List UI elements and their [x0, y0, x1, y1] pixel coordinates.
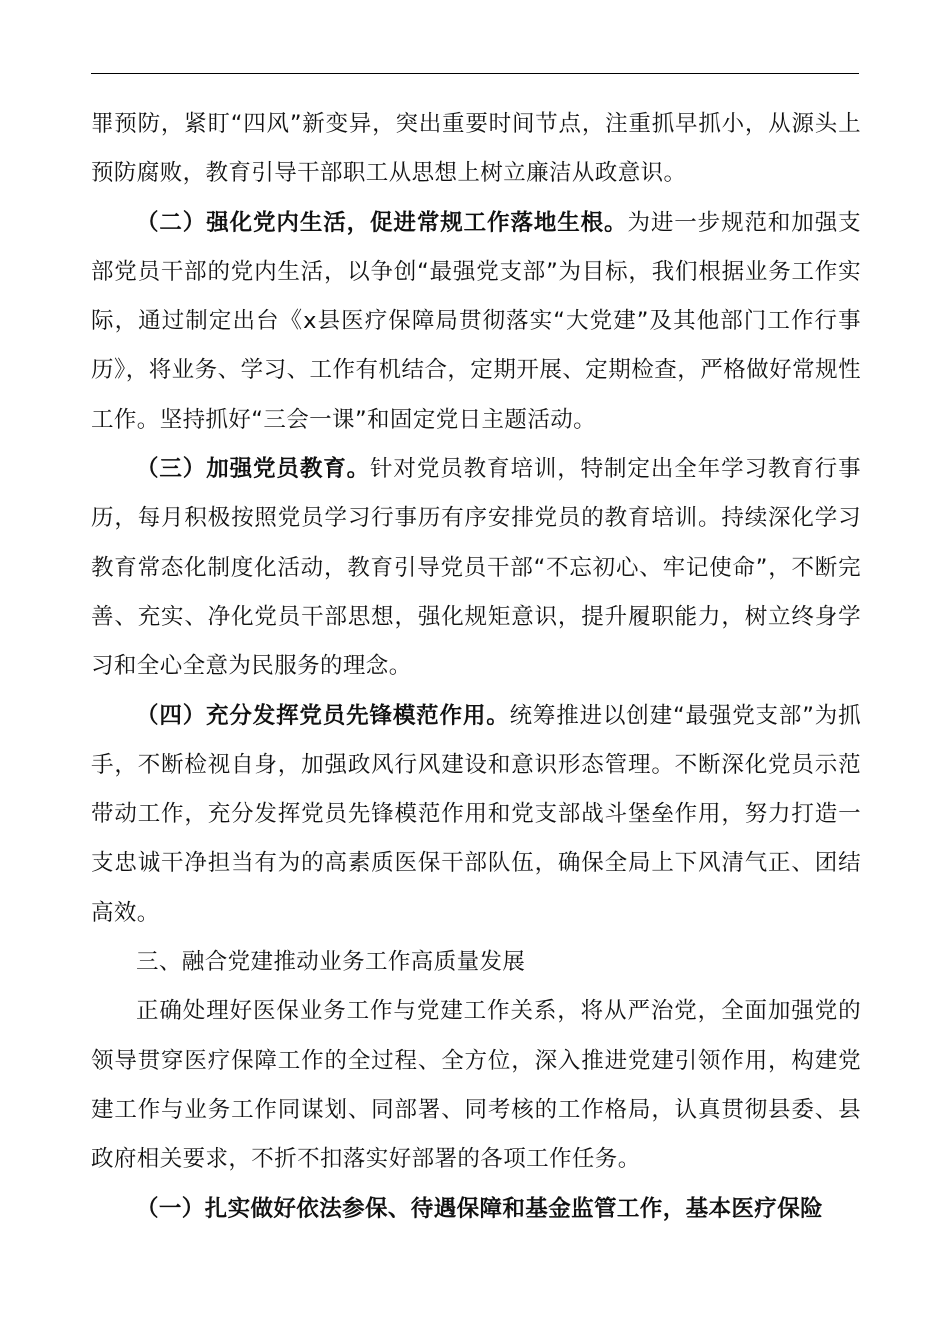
header-rule — [91, 73, 859, 74]
paragraph-1 — [91, 100, 861, 199]
section-title-text: 三、融合党建推动业务工作高质量发展 — [136, 949, 526, 976]
paragraph-2 — [91, 199, 861, 445]
paragraph-text: 统筹推进以创建“最强党支部”为抓手，不断检视自身，加强政风行风建设和意识形态管理。不断深化党员示范带动工作，充分发挥党员先锋模范作用和党支部战斗堡垒作用，努力打造一支忠诚干净担当有为的高素质医保干部队伍，确保全局上下风清气正、团结高效。 — [91, 702, 861, 926]
section-title — [91, 938, 861, 987]
section-heading: （二）强化党内生活，促进常规工作落地生根。 — [136, 209, 628, 236]
paragraph-text: 罪预防，紧盯“四风”新变异，突出重要时间节点，注重抓早抓小，从源头上预防腐败，教育引导干部职工从思想上树立廉洁从政意识。 — [91, 111, 861, 187]
section-heading: （一）扎实做好依法参保、待遇保障和基金监管工作，基本医疗保险 — [136, 1195, 824, 1222]
paragraph-6 — [91, 987, 861, 1184]
paragraph-3 — [91, 445, 861, 691]
section-heading: （三）加强党员教育。 — [136, 456, 371, 483]
paragraph-4 — [91, 692, 861, 938]
paragraph-text: 正确处理好医保业务工作与党建工作关系，将从严治党，全面加强党的领导贯穿医疗保障工作的全过程、全方位，深入推进党建引领作用，构建党建工作与业务工作同谋划、同部署、同考核的工作格局，认真贯彻县委、县政府相关要求，不折不扣落实好部署的各项工作任务。 — [91, 998, 861, 1173]
section-heading: （四）充分发挥党员先锋模范作用。 — [136, 702, 510, 729]
paragraph-text: 针对党员教育培训，特制定出全年学习教育行事历，每月积极按照党员学习行事历有序安排党员的教育培训。持续深化学习教育常态化制度化活动，教育引导党员干部“不忘初心、牢记使命”，不断完善、充实、净化党员干部思想，强化规矩意识，提升履职能力，树立终身学习和全心全意为民服务的理念。 — [91, 456, 861, 680]
paragraph-7 — [91, 1185, 861, 1234]
paragraph-text: 为进一步规范和加强支部党员干部的党内生活，以争创“最强党支部”为目标，我们根据业务工作实际，通过制定出台《x县医疗保障局贯彻落实“大党建”及其他部门工作行事历》，将业务、学习、工作有机结合，定期开展、定期检查，严格做好常规性工作。坚持抓好“三会一课”和固定党日主题活动。 — [91, 209, 861, 433]
document-body — [91, 100, 861, 1234]
